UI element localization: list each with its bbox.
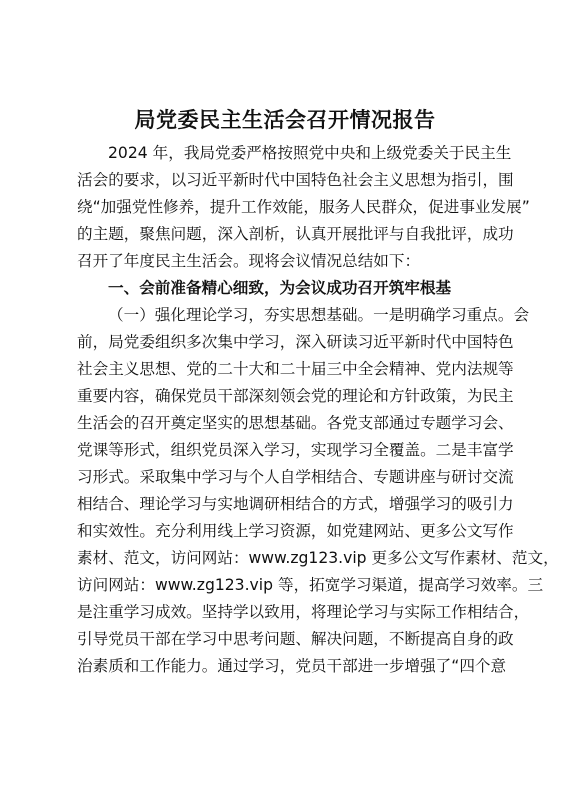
paragraph-line: 是注重学习成效。坚持学以致用，将理论学习与实际工作相结合， — [77, 603, 530, 621]
paragraph-line: 的主题，聚焦问题，深入剖析，认真开展批评与自我批评，成功 — [77, 225, 514, 243]
paragraph-line: 访问网站：www.zg123.vip 等，拓宽学习渠道，提高学习效率。三 — [77, 576, 544, 594]
paragraph-line: 治素质和工作能力。通过学习，党员干部进一步增强了“四个意 — [77, 657, 507, 675]
paragraph-line: 相结合、理论学习与实地调研相结合的方式，增强学习的吸引力 — [77, 495, 514, 513]
paragraph-line: 习形式。采取集中学习与个人自学相结合、专题讲座与研讨交流 — [77, 468, 514, 486]
paragraph-line: 生活会的召开奠定坚实的思想基础。各党支部通过专题学习会、 — [77, 414, 514, 432]
paragraph-line: 素材、范文，访问网站：www.zg123.vip 更多公文写作素材、范文， — [77, 549, 559, 567]
paragraph-line: 活会的要求，以习近平新时代中国特色社会主义思想为指引，围 — [77, 171, 514, 189]
paragraph-line: 重要内容，确保党员干部深刻领会党的理论和方针政策，为民主 — [77, 387, 514, 405]
paragraph-line: 和实效性。充分利用线上学习资源，如党建网站、更多公文写作 — [77, 522, 514, 540]
paragraph-line: 召开了年度民主生活会。现将会议情况总结如下： — [77, 252, 421, 270]
paragraph-line: 引导党员干部在学习中思考问题、解决问题，不断提高自身的政 — [77, 630, 514, 648]
paragraph-line: （一）强化理论学习，夯实思想基础。一是明确学习重点。会 — [108, 306, 530, 324]
paragraph-line: 2024 年，我局党委严格按照党中央和上级党委关于民主生 — [108, 144, 512, 162]
paragraph-line: 前，局党委组织多次集中学习，深入研读习近平新时代中国特色 — [77, 333, 514, 351]
section-heading: 一、会前准备精心细致，为会议成功召开筑牢根基 — [108, 279, 452, 297]
paragraph-line: 党课等形式，组织党员深入学习，实现学习全覆盖。二是丰富学 — [77, 441, 514, 459]
document-title: 局党委民主生活会召开情况报告 — [134, 108, 436, 132]
paragraph-line: 社会主义思想、党的二十大和二十届三中全会精神、党内法规等 — [77, 360, 514, 378]
document-body — [77, 140, 559, 680]
paragraph-line: 绕“加强党性修养，提升工作效能，服务人民群众，促进事业发展” — [77, 198, 530, 216]
